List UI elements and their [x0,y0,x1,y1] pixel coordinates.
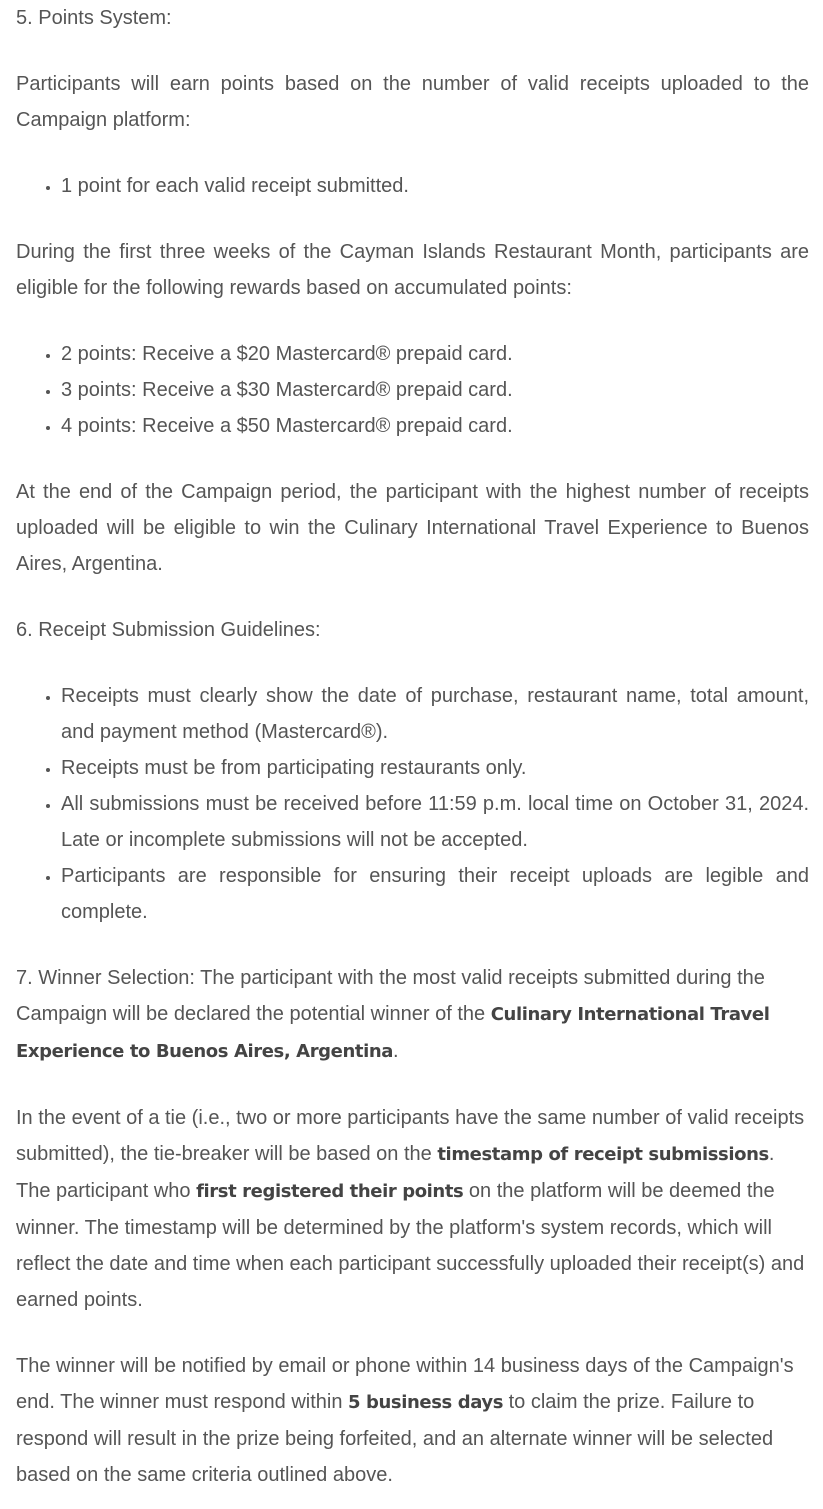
rewards-intro-paragraph: During the first three weeks of the Cayman Islands Restaurant Month, participants are eligible for the following rewards based on accumulated points: [16,241,809,299]
list-item: • 1 point for each valid receipt submitted. [61,168,809,204]
tie-breaker-text-1: In the event of a tie (i.e., two or more participants have the same number of valid receipts submitted), the tie-breaker will be based on the [16,1107,805,1165]
points-earn-list [16,168,809,204]
list-item: • All submissions must be received before 11:59 p.m. local time on October 31, 2024. Late or incomplete submissions will not be accepted. [61,786,809,858]
list-item: • Receipts must be from participating restaurants only. [61,750,809,786]
list-item: • 4 points: Receive a $50 Mastercard® prepaid card. [61,408,809,444]
winner-selection-text: 7. Winner Selection: The participant with the most valid receipts submitted during the Campaign will be declared the potential winner of the [16,967,765,1025]
tie-breaker-emphasis-2: first registered their points [196,1181,464,1202]
grand-prize-name: Culinary International Travel Experience to Buenos Aires, Argentina [16,1004,770,1062]
section-5-heading: 5. Points System: [16,7,172,29]
rewards-list [16,336,809,444]
tie-breaker-text-3: on the platform will be deemed the winner. The timestamp will be determined by the platform's system records, which will reflect the date and time when each participant successfully uploaded their receipt(s) and earned points. [16,1180,805,1311]
list-item: • 2 points: Receive a $20 Mastercard® prepaid card. [61,336,809,372]
winner-selection-paragraph [16,960,809,1070]
section-6-heading: 6. Receipt Submission Guidelines: [16,619,321,641]
winner-selection-end: . [393,1040,399,1062]
tie-breaker-paragraph [16,1100,809,1318]
winner-notification-paragraph [16,1348,809,1493]
response-deadline: 5 business days [348,1392,504,1413]
receipt-guidelines-list [16,678,809,930]
campaign-end-paragraph: At the end of the Campaign period, the participant with the highest number of receipts uploaded will be eligible to win the Culinary International Travel Experience to Buenos Aires, Argentina. [16,481,809,575]
list-item: • Receipts must clearly show the date of purchase, restaurant name, total amount, and payment method (Mastercard®). [61,678,809,750]
notification-text-2: to claim the prize. Failure to respond will result in the prize being forfeited, and an alternate winner will be selected based on the same criteria outlined above. [16,1391,774,1486]
list-item: • Participants are responsible for ensuring their receipt uploads are legible and complete. [61,858,809,930]
points-intro-paragraph: Participants will earn points based on the number of valid receipts uploaded to the Campaign platform: [16,73,809,131]
tie-breaker-text-2: . The participant who [16,1143,775,1202]
list-item: • 3 points: Receive a $30 Mastercard® prepaid card. [61,372,809,408]
notification-text-1: The winner will be notified by email or phone within 14 business days of the Campaign's end. The winner must respond within [16,1355,794,1413]
tie-breaker-emphasis-1: timestamp of receipt submissions [437,1144,769,1165]
